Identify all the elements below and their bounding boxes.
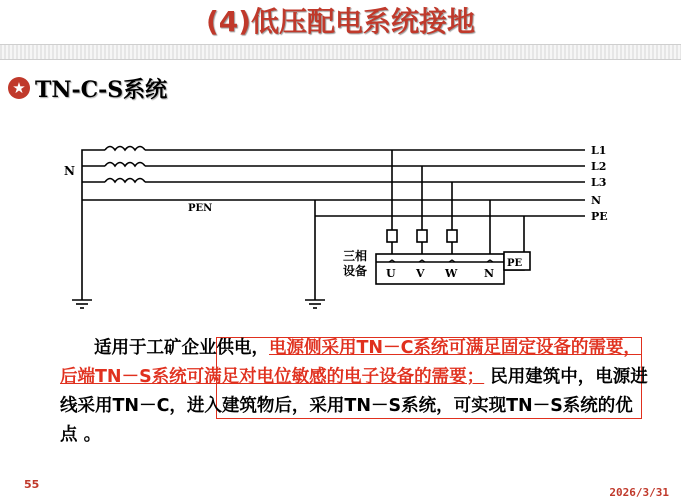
terminal-label-v: V [416,267,425,280]
description-paragraph [60,334,650,450]
slide-date: 2026/3/31 [609,486,669,499]
line-label-n: N [591,194,602,207]
transformer-coil-2 [105,163,145,167]
equipment-label-line1: 三相 [343,249,368,263]
page-number: 55 [24,478,40,491]
description-highlight: 电源侧采用TN－C系统可满足固定设备的需要，后端TN－S系统可满足对电位敏感的电子设备的需要； [60,338,641,387]
equipment-label-line2: 设备 [343,264,368,278]
terminal-label-n: N [484,267,495,280]
pen-label: PEN [188,203,213,214]
transformer-coil-1 [105,147,145,151]
tn-c-s-wiring-diagram [0,120,681,320]
star-in-circle-icon: ★ [8,77,30,99]
fuse-3 [447,230,457,242]
line-label-pe: PE [591,210,608,223]
slide-title: (4)低压配电系统接地 [205,5,476,38]
description-part-2: 民用建筑中，电源进线采用TN－C，进入建筑物后，采用TN－S系统，可实现TN－S系统的优点 。 [60,367,648,445]
title-divider [0,44,681,60]
section-label: TN-C-S系统 [35,76,168,103]
section-heading [8,72,167,104]
fuse-1 [387,230,397,242]
transformer-coil-3 [105,179,145,183]
line-label-l1: L1 [591,144,607,157]
terminal-label-u: U [386,267,396,280]
source-n-label: N [64,164,75,178]
line-label-l3: L3 [591,176,607,189]
description-part-1: 适用于工矿企业供电， [94,338,269,358]
star-point-wire [82,150,105,200]
line-label-l2: L2 [591,160,607,173]
pe-box-label: PE [507,258,523,269]
terminal-label-w: W [445,267,458,280]
fuse-2 [417,230,427,242]
